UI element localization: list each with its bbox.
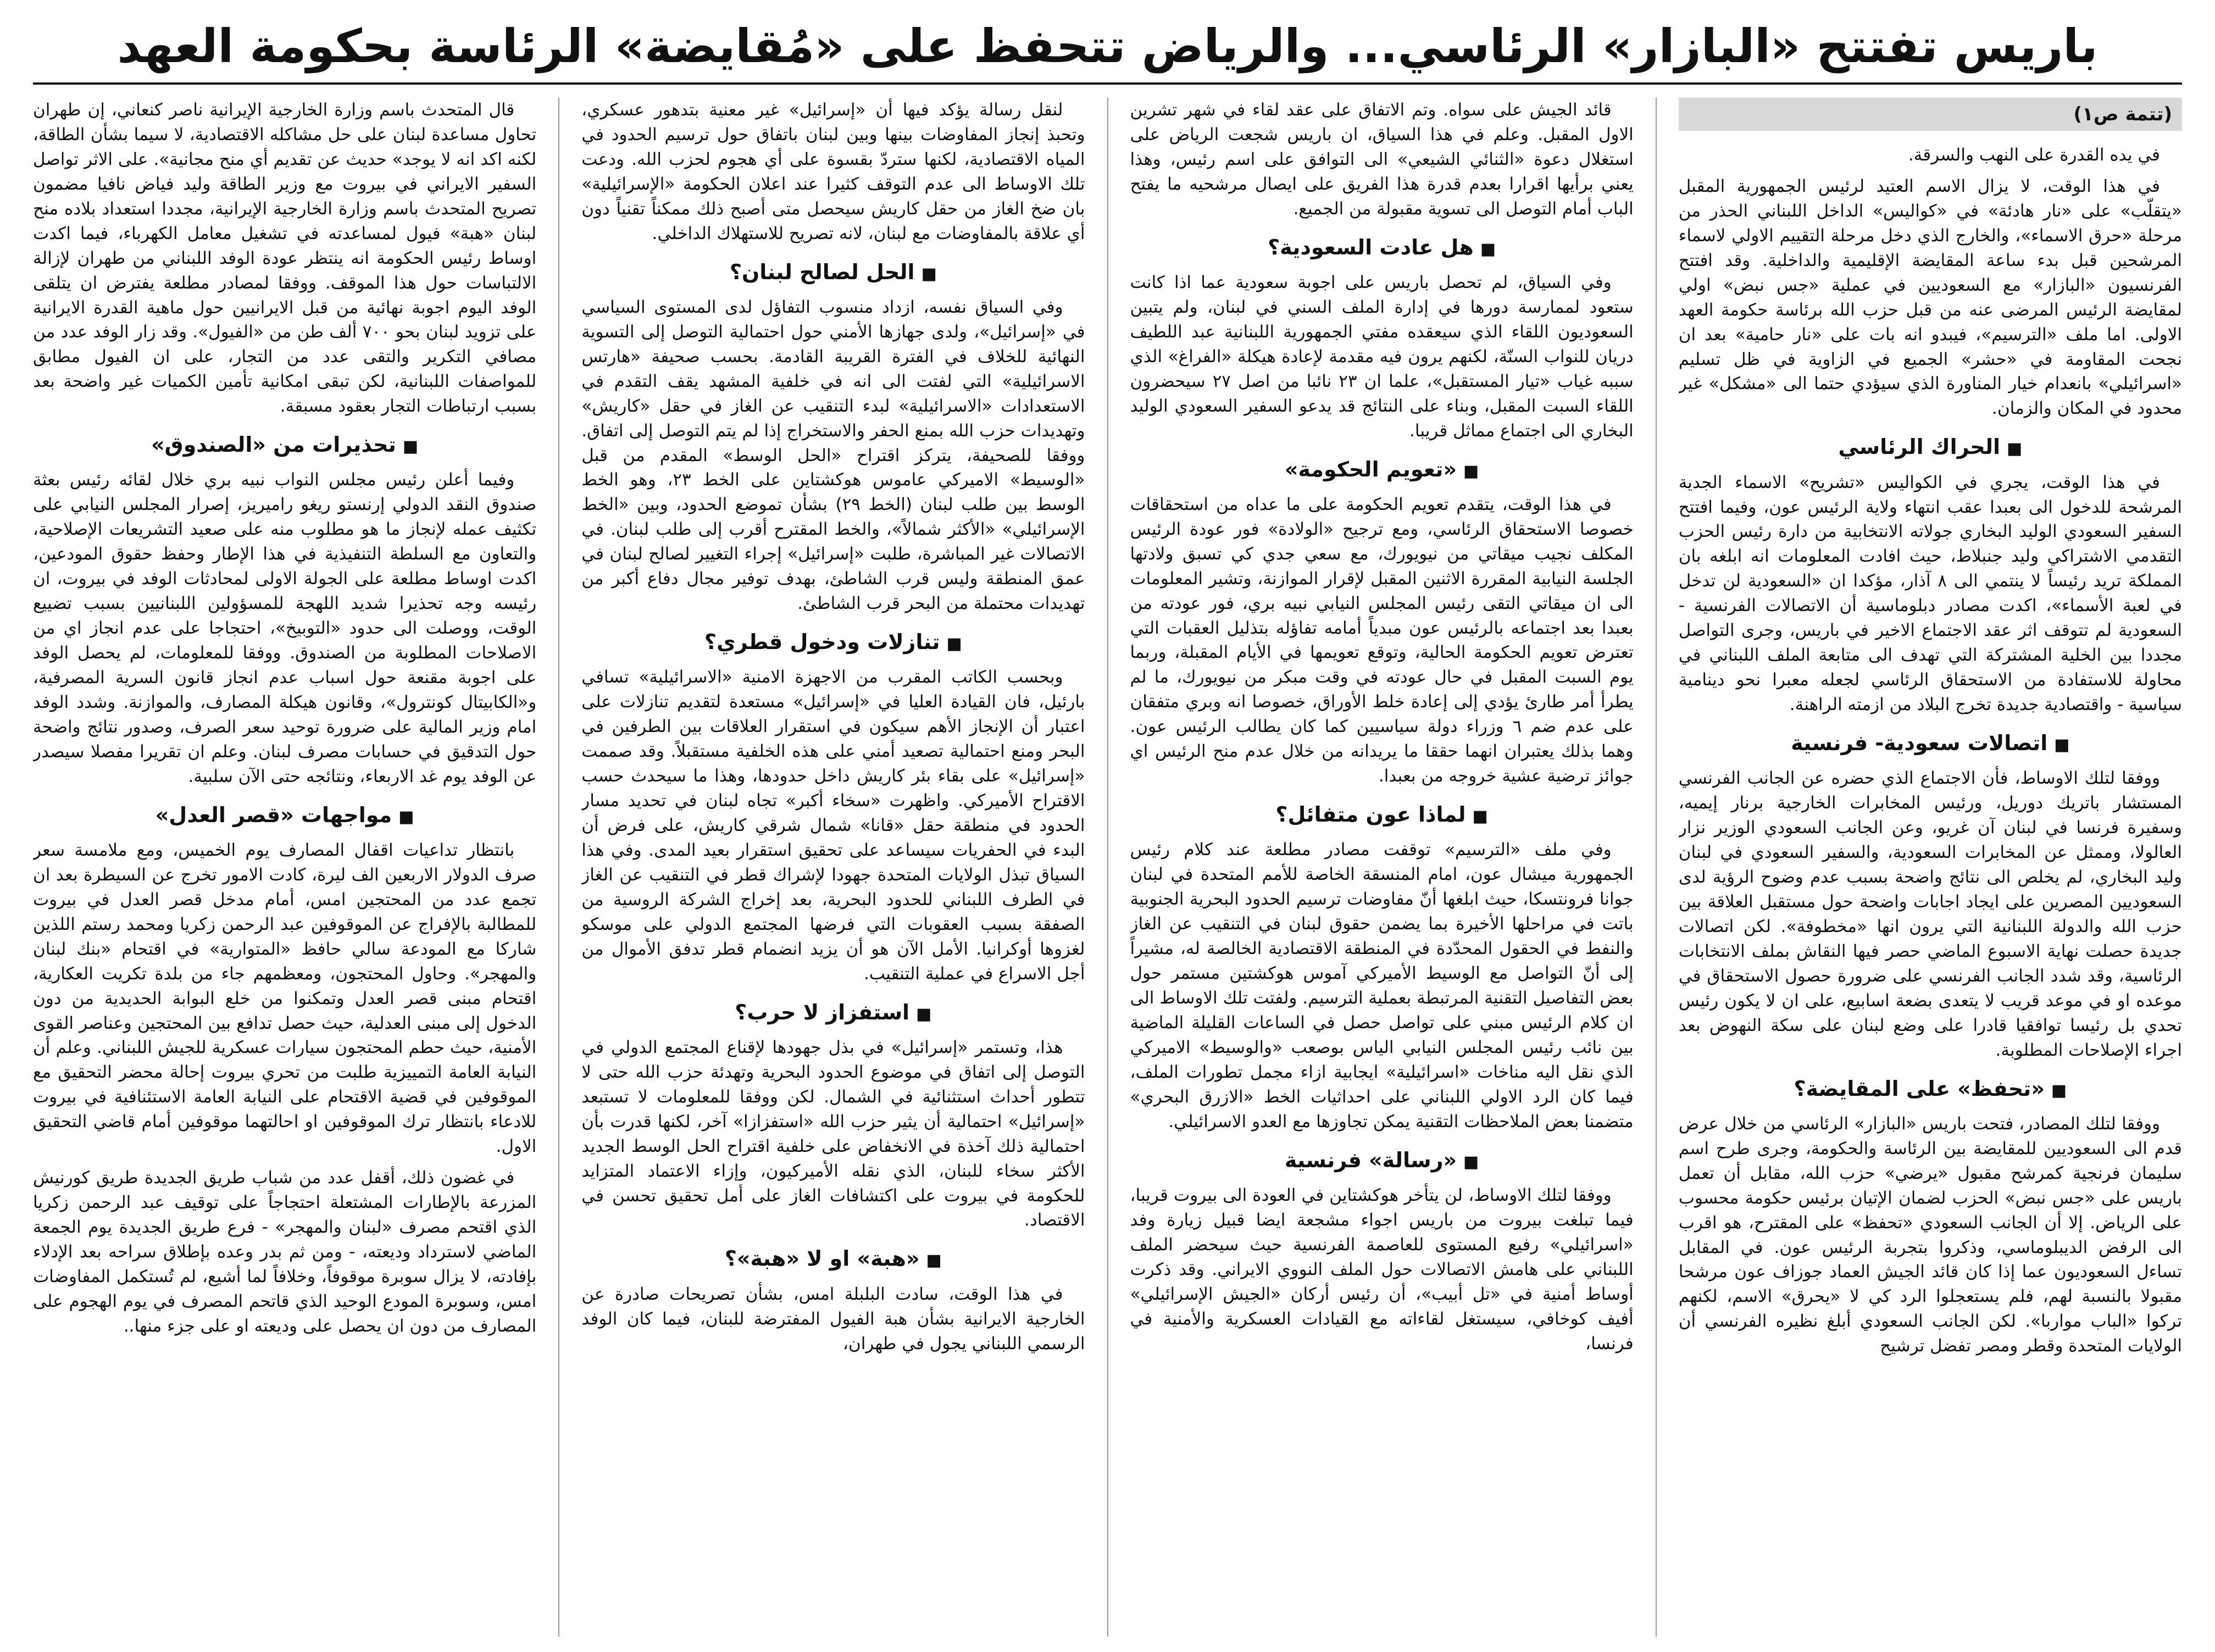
subheading xyxy=(1679,1075,2182,1103)
subheading-text: تحذيرات من «الصندوق» xyxy=(151,433,396,457)
bullet-square-icon: ■ xyxy=(921,264,937,284)
subheading xyxy=(581,999,1085,1027)
bullet-square-icon: ■ xyxy=(946,634,962,654)
subheading-text: اتصالات سعودية- فرنسية xyxy=(1791,730,2048,755)
subheading-text: استفزاز لا حرب؟ xyxy=(735,1000,910,1024)
column-2 xyxy=(1130,98,1634,1637)
column-divider xyxy=(558,98,559,1637)
subheading xyxy=(33,431,536,459)
paragraph: وفي ملف «الترسيم» توقفت مصادر مطلعة عند كلام رئيس الجمهورية ميشال عون، امام المنسقة الخاصة للأمم المتحدة في لبنان جوانا فرونتسكا، حيث ابلغها أنّ مفاوضات ترسيم الحدود البحرية الجنوبية باتت في مراحلها الأخيرة بما يضمن حقوق لبنان في التنقيب عن الغاز والنفط في الحقول المحدّدة في المنطقة الاقتصادية الخالصة له، مشيراً إلى أنّ التواصل مع الوسيط الأميركي آموس هوكشتين مستمر حول بعض التفاصيل التقنية المرتبطة بعملية الترسيم. ولفتت تلك الاوساط الى ان كلام الرئيس مبني على تواصل حصل في الساعات القليلة الماضية بين نائب رئيس المجلس النيابي الياس بوصعب «والوسيط» الاميركي الذي نقل اليه مناخات «اسرائيلية» ايجابية ازاء مجمل تطورات الملف، فيما كان الرد الاولي اللبناني على احداثيات الخط «الازرق البحري» متضمنا بعض الملاحظات التقنية يمكن تجاوزها مع العدو الاسرائيلي. xyxy=(1130,840,1634,1132)
paragraph: قائد الجيش على سواه. وتم الاتفاق على عقد لقاء في شهر تشرين الاول المقبل. وعلم في هذا السياق، ان باريس شجعت الرياض على استغلال دعوة «الثنائي الشيعي» الى التوافق على اسم رئيس، وهذا يعني برأيها اقرارا بعدم قدرة هذا الفريق على ايصال مرشحيه ما يفتح الباب أمام التوصل الى تسوية مقبولة من الجميع. xyxy=(1130,100,1634,219)
subheading xyxy=(1130,234,1634,262)
subheading xyxy=(1130,1146,1634,1174)
subheading xyxy=(33,801,536,829)
subheading xyxy=(1679,433,2182,461)
subheading-text: «تحفظ» على المقايضة؟ xyxy=(1794,1076,2045,1101)
subheading xyxy=(581,1245,1085,1273)
paragraph: ووفقا لتلك الاوساط، لن يتأخر هوكشتاين في العودة الى بيروت قريبا، فيما تبلغت بيروت من باريس اجواء مشجعة ايضا قبيل زيارة وفد «اسرائيلي» رفيع المستوى للعاصمة الفرنسية حيث سيحضر الملف اللبناني على هامش الاتصالات حول الملف النووي الايراني. وقد ذكرت أوساط أمنية في «تل أبيب»، أن رئيس أركان «الجيش الإسرائيلي» أفيف كوخافي، سيستغل لقاءاته مع القيادات العسكرية والأمنية في فرنسا، xyxy=(1130,1185,1634,1354)
paragraph: لنقل رسالة يؤكد فيها أن «إسرائيل» غير معنية بتدهور عسكري، وتحبذ إنجاز المفاوضات بينها وبين لبنان باتفاق حول ترسيم الحدود في المياه الاقتصادية، لكنها ستردّ بقسوة على أي هجوم لحزب الله. ودعت تلك الاوساط الى عدم التوقف كثيرا عند اعلان الحكومة «الإسرائيلية» بان ضخ الغاز من حقل كاريش سيحصل متى أصبح ذلك ممكناً تقنياً دون أي علاقة بالمفاوضات مع لبنان، لانه تصريح للاستهلاك الداخلي. xyxy=(581,100,1085,243)
bullet-square-icon: ■ xyxy=(1463,1152,1479,1172)
subheading-text: لماذا عون متفائل؟ xyxy=(1275,802,1466,827)
subheading-text: هل عادت السعودية؟ xyxy=(1268,235,1474,259)
paragraph: في هذا الوقت، لا يزال الاسم العتيد لرئيس الجمهورية المقبل «يتقلّب» على «نار هادئة» في «كواليس» الداخل اللبناني الحذر من مرحلة «حرق الاسماء»، والخارج الذي دخل مرحلة التقييم الاولي لاسماء المرشحين قبل بدء ساعة المقايضة الإقليمية والداخلية. وقد افتتح الفرنسيون «البازار» مع السعوديين في عملية «جس نبض» اولي لمقايضة الرئيس المرضى عنه من قبل حزب الله برئاسة حكومة العهد الاولى. اما ملف «الترسيم»، فيبدو انه بات على «نار حامية» بعد ان نجحت المقاومة في «حشر» الجميع في الزاوية في ظل تسليم «اسرائيلي» بانعدام خيار المناورة الذي سيؤدي حتما الى «مشكل» غير محدود في المكان والزمان. xyxy=(1678,176,2182,419)
bullet-square-icon: ■ xyxy=(398,807,414,827)
paragraph: وفيما أعلن رئيس مجلس النواب نبيه بري خلال لقائه رئيس بعثة صندوق النقد الدولي إرنستو ريغو راميريز، إصرار المجلس النيابي على تكثيف عمله لإنجاز ما هو مطلوب منه على صعيد التشريعات الإصلاحية، والتعاون مع السلطة التنفيذية في هذا الإطار وحفظ حقوق المودعين، اكدت اوساط مطلعة على الجولة الاولى لمحادثات الوفد في بيروت، ان رئيسه وجه تحذيرا شديد اللهجة للمسؤولين اللبنانيين بسبب تضييع الوقت، ووصلت الى حدود «التوبيخ»، احتجاجا على عدم انجاز اي من الاصلاحات المطلوبة من الصندوق. ووفقا للمعلومات، لم يحصل الوفد على اجوبة مقنعة حول اسباب عدم انجاز قانون السرية المصرفية، و«الكابيتال كونترول»، وقانون هيكلة المصارف، والموازنة. وشدد الوفد امام وزير المالية على ضرورة توحيد سعر الصرف، وصدور نتائج واضحة حول التدقيق في حسابات مصرف لبنان. وعلم ان تقريرا مفصلا سيصدر عن الوفد يوم غد الاربعاء، ونتائجه حتى الآن سلبية. xyxy=(33,470,537,786)
subheading xyxy=(1130,801,1634,829)
subheading-text: «رسالة» فرنسية xyxy=(1284,1147,1457,1172)
headline: باريس تفتتح «البازار» الرئاسي... والرياض تتحفظ على «مُقايضة» الرئاسة بحكومة العهد xyxy=(117,19,2098,73)
bullet-square-icon: ■ xyxy=(2007,439,2023,459)
column-4 xyxy=(33,98,536,1637)
bullet-square-icon: ■ xyxy=(1463,461,1479,481)
subheading-text: مواجهات «قصر العدل» xyxy=(155,802,392,827)
subheading xyxy=(1679,729,2182,757)
paragraph: قال المتحدث باسم وزارة الخارجية الإيرانية ناصر كنعاني، إن طهران تحاول مساعدة لبنان على حل مشاكله الاقتصادية، لا سيما بشأن الطاقة، لكنه اكد انه لا يوجد» حديث عن تقديم أي منح مجانية». على الاثر تواصل السفير الايراني في بيروت مع وزير الطاقة وليد فياض نافيا مضمون تصريح المتحدث باسم وزارة الخارجية الإيرانية، مجددا استعداد بلاده منح لبنان «هبة» فيول لمساعدته في تشغيل معامل الكهرباء، فيما اكدت اوساط رئيس الحكومة انه ينتظر عودة الوفد اللبناني من طهران لإزالة الالتباسات حول هذا الموقف. ووفقا لمصادر مطلعة يفترض ان يتلقى الوفد اليوم اجوبة نهائية من قبل الايرانيين حول ماهية القدرة الايرانية على تزويد لبنان بحو ٧٠٠ ألف طن من «الفيول». وقد زار الوفد عدد من مصافي التكرير والتقى عدد من التجار، على ان الفيول مطابق للمواصفات اللبنانية، لكن تبقى امكانية تأمين الكميات غير واضحة بعد بسبب ارتباطات التجار بعقود مسبقة. xyxy=(33,100,537,417)
subheading-text: الحل لصالح لبنان؟ xyxy=(729,259,915,284)
bullet-square-icon: ■ xyxy=(916,1004,932,1024)
bullet-square-icon: ■ xyxy=(926,1251,942,1271)
subheading xyxy=(1130,456,1634,484)
column-divider xyxy=(1107,98,1108,1637)
paragraph: بانتظار تداعيات اقفال المصارف يوم الخميس، ومع ملامسة سعر صرف الدولار الاربعين الف ليرة، كادت الامور تخرج عن السيطرة بعد ان تجمع عدد من المحتجين امس، أمام مدخل قصر العدل في بيروت للمطالبة بالإفراج عن الموقوفين عبد الرحمن زكريا ومحمد رستم اللذين شاركا مع المودعة سالي حافظ «المتوارية» في اقتحام «بنك لبنان والمهجر». وحاول المحتجون، ومعظمهم جاء من بلدة تكريت العكارية، اقتحام مبنى قصر العدل وتمكنوا من خلع البوابة الحديدية من دون الدخول إلى مبنى العدلية، حيث حصل تدافع بين المحتجين وعناصر القوى الأمنية، حيث حطم المحتجون سيارات عسكرية للجيش اللبناني. وعلم أن النيابة العامة التمييزية طلبت من تحري بيروت إحالة محضر التحقيق مع الموقوفين في قضية الاقتحام على النيابة العامة الاستئنافية في بيروت للادعاء بانتظار ترك الموقوفين او احالتهما موقوفين أمام قاضي التحقيق الاول. xyxy=(33,840,537,1157)
subheading xyxy=(581,258,1085,286)
subheading-text: تنازلات ودخول قطري؟ xyxy=(704,630,940,655)
bullet-square-icon: ■ xyxy=(1472,807,1488,827)
subheading-text: الحراك الرئاسي xyxy=(1838,435,2001,459)
paragraph: في يده القدرة على النهب والسرقة. xyxy=(1908,145,2160,165)
bullet-square-icon: ■ xyxy=(2051,1080,2067,1100)
subheading-text: «تعويم الحكومة» xyxy=(1284,457,1457,481)
paragraph: ووفقا لتلك الاوساط، فأن الاجتماع الذي حضره عن الجانب الفرنسي المستشار باتريك دوريل، ورئيس المخابرات الخارجية برنار إيميه، وسفيرة فرنسا في لبنان آن غريو، وعن الجانب السعودي الوزير نزار العالولا، وممثل عن المخابرات السعودية، والسفير السعودي في لبنان وليد البخاري، لم يخلص الى نتائج واضحة بسبب عدم وضوح الرؤية لدى السعوديين المصرين على ايجاد اجابات واضحة حول مستقبل العلاقة بين حزب الله والدولة اللبنانية التي يرون انها «مخطوفة». لكن اتصالات جديدة حصلت نهاية الاسبوع الماضي حصر فيها النقاش بملف الانتخابات الرئاسية، وقد شدد الجانب الفرنسي على ضرورة حصول الاستحقاق في موعده او في موعد قريب لا يتعدى بضعة اسابيع، على ان لا يكون رئيس تحدي بل رئيسا توافقيا قادرا على وضع لبنان على سكة النهوض بعد اجراء الإصلاحات المطلوبة. xyxy=(1678,768,2182,1060)
column-divider xyxy=(1656,98,1657,1637)
column-3 xyxy=(581,98,1085,1637)
article-columns xyxy=(33,98,2182,1637)
paragraph: في غضون ذلك، أقفل عدد من شباب طريق الجديدة طريق كورنيش المزرعة بالإطارات المشتعلة احتجاجاً على توقيف عبد الرحمن زكريا الذي اقتحم مصرف «لبنان والمهجر» - فرع طريق الجديدة يوم الجمعة الماضي لاسترداد وديعته، - ومن ثم بدر وعده بإطلاق سراحه بعد الإدلاء بإفادته، لا يزال سوبرة موقوفاً، وخلافاً لما أشيع، لم تُستكمل المفاوضات امس، وسوبرة المودع الوحيد الذي قاتحم المصرف في يوم الهجوم على المصارف من دون ان يحصل على وديعته او على جزء منها.. xyxy=(33,1168,537,1336)
bullet-square-icon: ■ xyxy=(1480,239,1496,259)
bullet-square-icon: ■ xyxy=(2054,735,2070,755)
paragraph: وبحسب الكاتب المقرب من الاجهزة الامنية «الاسرائيلية» تسافي بارئيل، فان القيادة العليا في «إسرائيل» مستعدة لتقديم تنازلات على اعتبار أن الإنجاز الأهم سيكون في استقرار العلاقات بين الطرفين في البحر ومنع احتمالية تصعيد أمني على هذه الخلفية مستقبلاً. وقد صممت «إسرائيل» على بقاء بئر كاريش داخل حدودها، وهذا ما سيحدث حسب الاقتراح الأميركي. واظهرت «سخاء أكبر» تجاه لبنان في تحديد مسار الحدود في منطقة حقل «قانا» شمال شرقي كاريش، على فرض أن البدء في الحفريات سيساعد على تحقيق استقرار بعيد المدى. وفي هذا السياق تبذل الولايات المتحدة جهودا لإشراك قطر في التنقيب عن الغاز في الطرف اللبناني للحدود البحرية، بعد إخراج الشركة الروسية من الصفقة بسبب العقوبات التي فرضها المجتمع الدولي على موسكو لغزوها أوكرانيا. الأمل الآن هو أن يزيد انضمام قطر تدفق الأموال من أجل الاسراع في عملية التنقيب. xyxy=(581,667,1085,984)
paragraph: في هذا الوقت، يتقدم تعويم الحكومة على ما عداه من استحقاقات خصوصا الاستحقاق الرئاسي، ومع ترجيح «الولادة» فور عودة الرئيس المكلف نجيب ميقاتي من نيويورك، مع سعي جدي كي تسبق ولادتها الجلسة النيابية المقررة الاثنين المقبل لإقرار الموازنة، وتشير المعلومات الى ان ميقاتي التقى رئيس المجلس النيابي نبيه بري، فور عودته من بعبدا بعد اجتماعه بالرئيس عون مبدياً أمامه تفاؤله بتذليل العقبات التي تعترض تعويم الحكومة الحالية، وتوقع تعويمها في الأيام المقبلة، وربما يوم السبت المقبل في حال عودته في وقت مبكر من نيويورك، ما لم يطرأ أمر طارئ يؤدي إلى إعادة خلط الأوراق، خصوصا انه وبري متفقان على عدم ضم ٦ وزراء دولة سياسيين كما كان يطالب الرئيس عون. وهما بذلك يعتبران انهما حققا ما يريدانه من خلال عدم منح الرئيس اي جوائز ترضية عشية خروجه من بعبدا. xyxy=(1130,494,1634,786)
paragraph: في هذا الوقت، سادت البلبلة امس، بشأن تصريحات صادرة عن الخارجية الايرانية بشأن هبة الفيول المفترضة للبنان، فيما كان الوفد الرسمي اللبناني يجول في طهران، xyxy=(581,1284,1085,1354)
paragraph: ووفقا لتلك المصادر، فتحت باريس «البازار» الرئاسي من خلال عرض قدم الى السعوديين للمقايضة بين الرئاسة والحكومة، وجرى طرح اسم سليمان فرنجية كمرشح مقبول «يرضي» حزب الله، مقابل أن تعمل باريس على «جس نبض» الحزب لضمان الإتيان برئيس حكومة محسوب على الرياض. إلا أن الجانب السعودي «تحفظ» على المقترح، هو اقرب الى الرفض الديبلوماسي، وذكروا بتجربة الرئيس عون. في المقابل تساءل السعوديون عما إذا كان قائد الجيش العماد جوزاف عون مرشحا مقبولا بالنسبة لهم، فلم يستعجلوا الرد كي لا «يحرق» الاسم، لكنهم تركوا «الباب مواربا». لكن الجانب السعودي أبلغ نظيره الفرنسي أن الولايات المتحدة وقطر ومصر تفضل ترشيح xyxy=(1678,1113,2182,1356)
paragraph: هذا، وتستمر «إسرائيل» في بذل جهودها لإقناع المجتمع الدولي في التوصل إلى اتفاق في موضوع الحدود البحرية وتهدئة حزب الله حتى لا تتطور أحداث استثنائية في الشمال. لكن ووفقا للمعلومات لا تستبعد «إسرائيل» احتمالية أن يثير حزب الله «استفزازا» آخر، لكنها قدرت بأن احتمالية ذلك آخذة في الانخفاض على خلفية اقتراح الحل الوسط الجديد الأكثر سخاء للبنان، الذي نقله الأميركيون، وإزاء الاعتماد المتزايد للحكومة في بيروت على اكتشافات الغاز على أمل تحقيق تحسن في الاقتصاد. xyxy=(581,1037,1085,1230)
paragraph: في هذا الوقت، يجري في الكواليس «تشريح» الاسماء الجدية المرشحة للدخول الى بعبدا عقب انتهاء ولاية الرئيس عون، وفيما افتتح السفير السعودي الوليد البخاري جولاته الانتخابية من دارة رئيس الحزب التقدمي الاشتراكي وليد جنبلاط، حيث افادت المعلومات انه ابلغه بان المملكة تريد رئيساً لا ينتمي الى ٨ آذار، مؤكدا ان «السعودية لن تدخل في لعبة الأسماء»، اكدت مصادر دبلوماسية أن الاتصالات الفرنسية - السعودية لم تتوقف اثر عقد الاجتماع الاخير في باريس، وجرى التواصل مجددا بين الخلية المشتركة التي تهدف الى متابعة الملف اللبناني في محاولة للاستفادة من الاستحقاق الرئاسي لجعله معبرا نحو دينامية سياسية - واقتصادية جديدة تخرج البلاد من ازمته الراهنة. xyxy=(1678,472,2182,715)
paragraph: وفي السياق، لم تحصل باريس على اجوبة سعودية عما اذا كانت ستعود لممارسة دورها في إدارة الملف السني في لبنان، ولم يتبين السعوديون اللقاء الذي سيعقده مفتي الجمهورية اللبنانية عبد اللطيف دريان للنواب السنّة، لكنهم يرون فيه مقدمة لإعادة هيكلة «الفراغ» الذي سببه غياب «تيار المستقبل»، علما ان ٢٣ نائبا من اصل ٢٧ سيحضرون اللقاء السبت المقبل، وبناء على النتائج قد يدعو السفير السعودي الوليد البخاري الى اجتماع مماثل قريبا. xyxy=(1130,272,1634,441)
subheading xyxy=(581,628,1085,656)
column-1 xyxy=(1679,98,2182,1637)
paragraph: وفي السياق نفسه، ازداد منسوب التفاؤل لدى المستوى السياسي في «إسرائيل»، ولدى جهازها الأمني حول احتمالية التوصل إلى التسوية النهائية للخلاف في الفترة القريبة القادمة. بحسب صحيفة «هارتس الاسرائيلية» التي لفتت الى انه في خلفية المشهد يقف التقدم في الاستعدادات «الاسرائيلية» لبدء التنقيب عن الغاز في حقل «كاريش» وتهديدات حزب الله بمنع الحفر والاستخراج إذا لم يتم التوصل إلى اتفاق. ووفقا للصحيفة، يتركز اقتراح «الحل الوسط» المقدم من قبل «الوسيط» الاميركي عاموس هوكشتاين على الخط ٢٣، وهو الخط الوسط بين طلب لبنان (الخط ٢٩) بشأن تموضع الحدود، وبين «الخط الإسرائيلي» «الأكثر شمالاً»، والخط المقترح أقرب إلى طلب لبنان. في الاتصالات غير المباشرة، طلبت «إسرائيل» إجراء التغيير لصالح لبنان في عمق المنطقة وليس قرب الشاطئ، بهدف توفير مجال دفاع أكبر من تهديدات محتملة من البحر قرب الشاطئ. xyxy=(581,297,1085,614)
bullet-square-icon: ■ xyxy=(402,437,419,457)
continuation-label: (تتمة ص١) xyxy=(1679,98,2182,131)
subheading-text: «هبة» او لا «هبة»؟ xyxy=(724,1246,920,1271)
headline-rule xyxy=(33,82,2182,85)
